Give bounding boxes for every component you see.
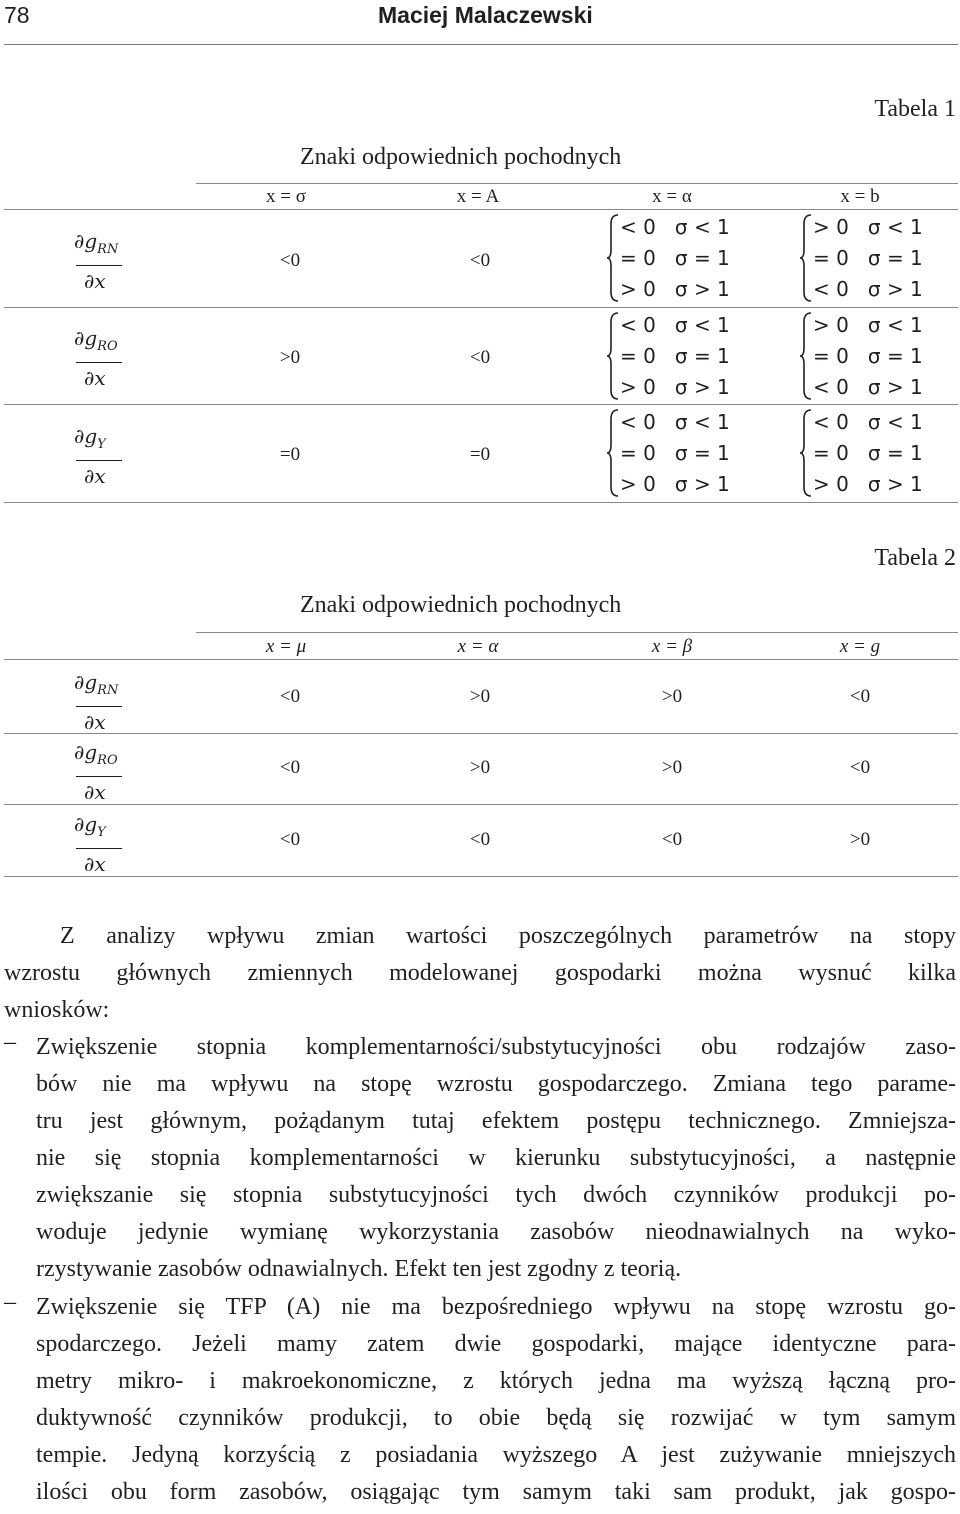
intro-line-2: wzrostu głównych zmiennych modelowanej gospodarki można wysnuć kilka bbox=[4, 960, 956, 986]
intro-line-1: Z analizy wpływu zmian wartości poszczególnych parametrów na stopy bbox=[60, 923, 956, 949]
table1-caption: Znaki odpowiednich pochodnych bbox=[300, 144, 622, 170]
table1-row3-sigma: =0 bbox=[279, 444, 301, 465]
bullet-2-line: duktywność czynników produkcji, to obie będą się rozwijać w tym samym bbox=[36, 1405, 956, 1431]
table1-row2-A: <0 bbox=[469, 347, 491, 368]
table2-row3-mu: <0 bbox=[279, 829, 301, 850]
table1-row3-A: =0 bbox=[469, 444, 491, 465]
table1-header-rule bbox=[4, 209, 958, 210]
table1-bottom-rule bbox=[4, 502, 958, 503]
running-head-author: Maciej Malaczewski bbox=[378, 2, 593, 28]
table1-row1-sigma: <0 bbox=[279, 250, 301, 271]
table2-row3-alpha: <0 bbox=[469, 829, 491, 850]
table1-row-rule-2 bbox=[4, 404, 958, 405]
table2-row2-alpha: >0 bbox=[469, 757, 491, 778]
table1-row2-derivative: $\partial g_{RO}$ ∂x bbox=[74, 326, 154, 390]
bullet-1-line: tru jest głównym, pożądanym tutaj efektem postępu technicznego. Zmniejsza- bbox=[36, 1108, 956, 1134]
table2-row2-derivative: $\partial g_{RO}$ ∂x bbox=[74, 740, 154, 804]
table1-row-rule-1 bbox=[4, 307, 958, 308]
table2-row2-beta: >0 bbox=[661, 757, 683, 778]
bullet-2-line: Zwiększenie się TFP (A) nie ma bezpośredniego wpływu na stopę wzrostu go- bbox=[36, 1294, 956, 1320]
table2-col-alpha: x = α bbox=[457, 636, 499, 657]
table2-row1-mu: <0 bbox=[279, 686, 301, 707]
table2-row1-beta: >0 bbox=[661, 686, 683, 707]
table2-row1-derivative: $\partial g_{RN}$ ∂x bbox=[74, 670, 154, 734]
bullet-1-line: bów nie ma wpływu na stopę wzrostu gospodarczego. Zmiana tego parame- bbox=[36, 1071, 956, 1097]
table1-col-sigma: x = σ bbox=[266, 186, 306, 207]
bullet-1-line: nie się stopnia komplementarności w kierunku substytucyjności, a następnie bbox=[36, 1145, 956, 1171]
table1-row1-derivative: $\partial g_{RN}$ ∂x bbox=[74, 229, 154, 293]
table2-row1-g: <0 bbox=[849, 686, 871, 707]
bullet-1-line: zwiększanie się stopnia substytucyjności tych dwóch czynników produkcji po- bbox=[36, 1182, 956, 1208]
bullet-1-line: Zwiększenie stopnia komplementarności/substytucyjności obu rodzajów zaso- bbox=[36, 1034, 956, 1060]
table1-top-rule bbox=[196, 183, 958, 184]
table2-row3-g: >0 bbox=[849, 829, 871, 850]
bullet-2-line: tempie. Jedyną korzyścią z posiadania wyższego A jest zużywanie mniejszych bbox=[36, 1442, 956, 1468]
table1-row2-sigma: >0 bbox=[279, 347, 301, 368]
bullet-2-paragraph bbox=[36, 1289, 956, 1511]
bullet-2-dash: – bbox=[4, 1289, 16, 1315]
bullet-1-line: woduje jedynie wymianę wykorzystania zasobów nieodnawialnych na wyko- bbox=[36, 1219, 956, 1245]
intro-paragraph bbox=[4, 918, 956, 1029]
table1-col-b: x = b bbox=[840, 186, 880, 207]
table2-top-rule bbox=[196, 632, 958, 633]
table2-row3-derivative: $\partial g_Y$ ∂x bbox=[74, 812, 154, 876]
table1-label: Tabela 1 bbox=[874, 96, 956, 122]
intro-line-3: wniosków: bbox=[4, 997, 110, 1023]
table2-row1-alpha: >0 bbox=[469, 686, 491, 707]
table2-row2-mu: <0 bbox=[279, 757, 301, 778]
table2-col-mu: x = μ bbox=[265, 636, 307, 657]
table1-row1-A: <0 bbox=[469, 250, 491, 271]
bullet-2-line: spodarczego. Jeżeli mamy zatem dwie gospodarki, mające identyczne para- bbox=[36, 1331, 956, 1357]
table1-col-A: x = A bbox=[456, 186, 500, 207]
bullet-1-dash: – bbox=[4, 1029, 16, 1055]
table1-col-alpha: x = α bbox=[652, 186, 692, 207]
bullet-2-line: ilości obu form zasobów, osiągając tym samym taki sam produkt, jak gospo- bbox=[36, 1479, 956, 1505]
bullet-1-line: rzystywanie zasobów odnawialnych. Efekt ten jest zgodny z teorią. bbox=[36, 1256, 682, 1282]
table2-row-rule-2 bbox=[4, 804, 958, 805]
table2-row3-beta: <0 bbox=[661, 829, 683, 850]
table2-header-rule bbox=[4, 659, 958, 660]
table2-bottom-rule bbox=[4, 876, 958, 877]
table1-row3-derivative: $\partial g_Y$ ∂x bbox=[74, 424, 154, 488]
bullet-2-line: metry mikro- i makroekonomiczne, z których jedna ma wyższą łączną pro- bbox=[36, 1368, 956, 1394]
table2-caption: Znaki odpowiednich pochodnych bbox=[300, 592, 622, 618]
page-number: 78 bbox=[4, 2, 30, 28]
bullet-1-paragraph bbox=[36, 1029, 956, 1288]
table2-label: Tabela 2 bbox=[874, 545, 956, 571]
table2-col-g: x = g bbox=[839, 636, 881, 657]
header-rule bbox=[4, 44, 958, 45]
table2-col-beta: x = β bbox=[651, 636, 693, 657]
table2-row2-g: <0 bbox=[849, 757, 871, 778]
